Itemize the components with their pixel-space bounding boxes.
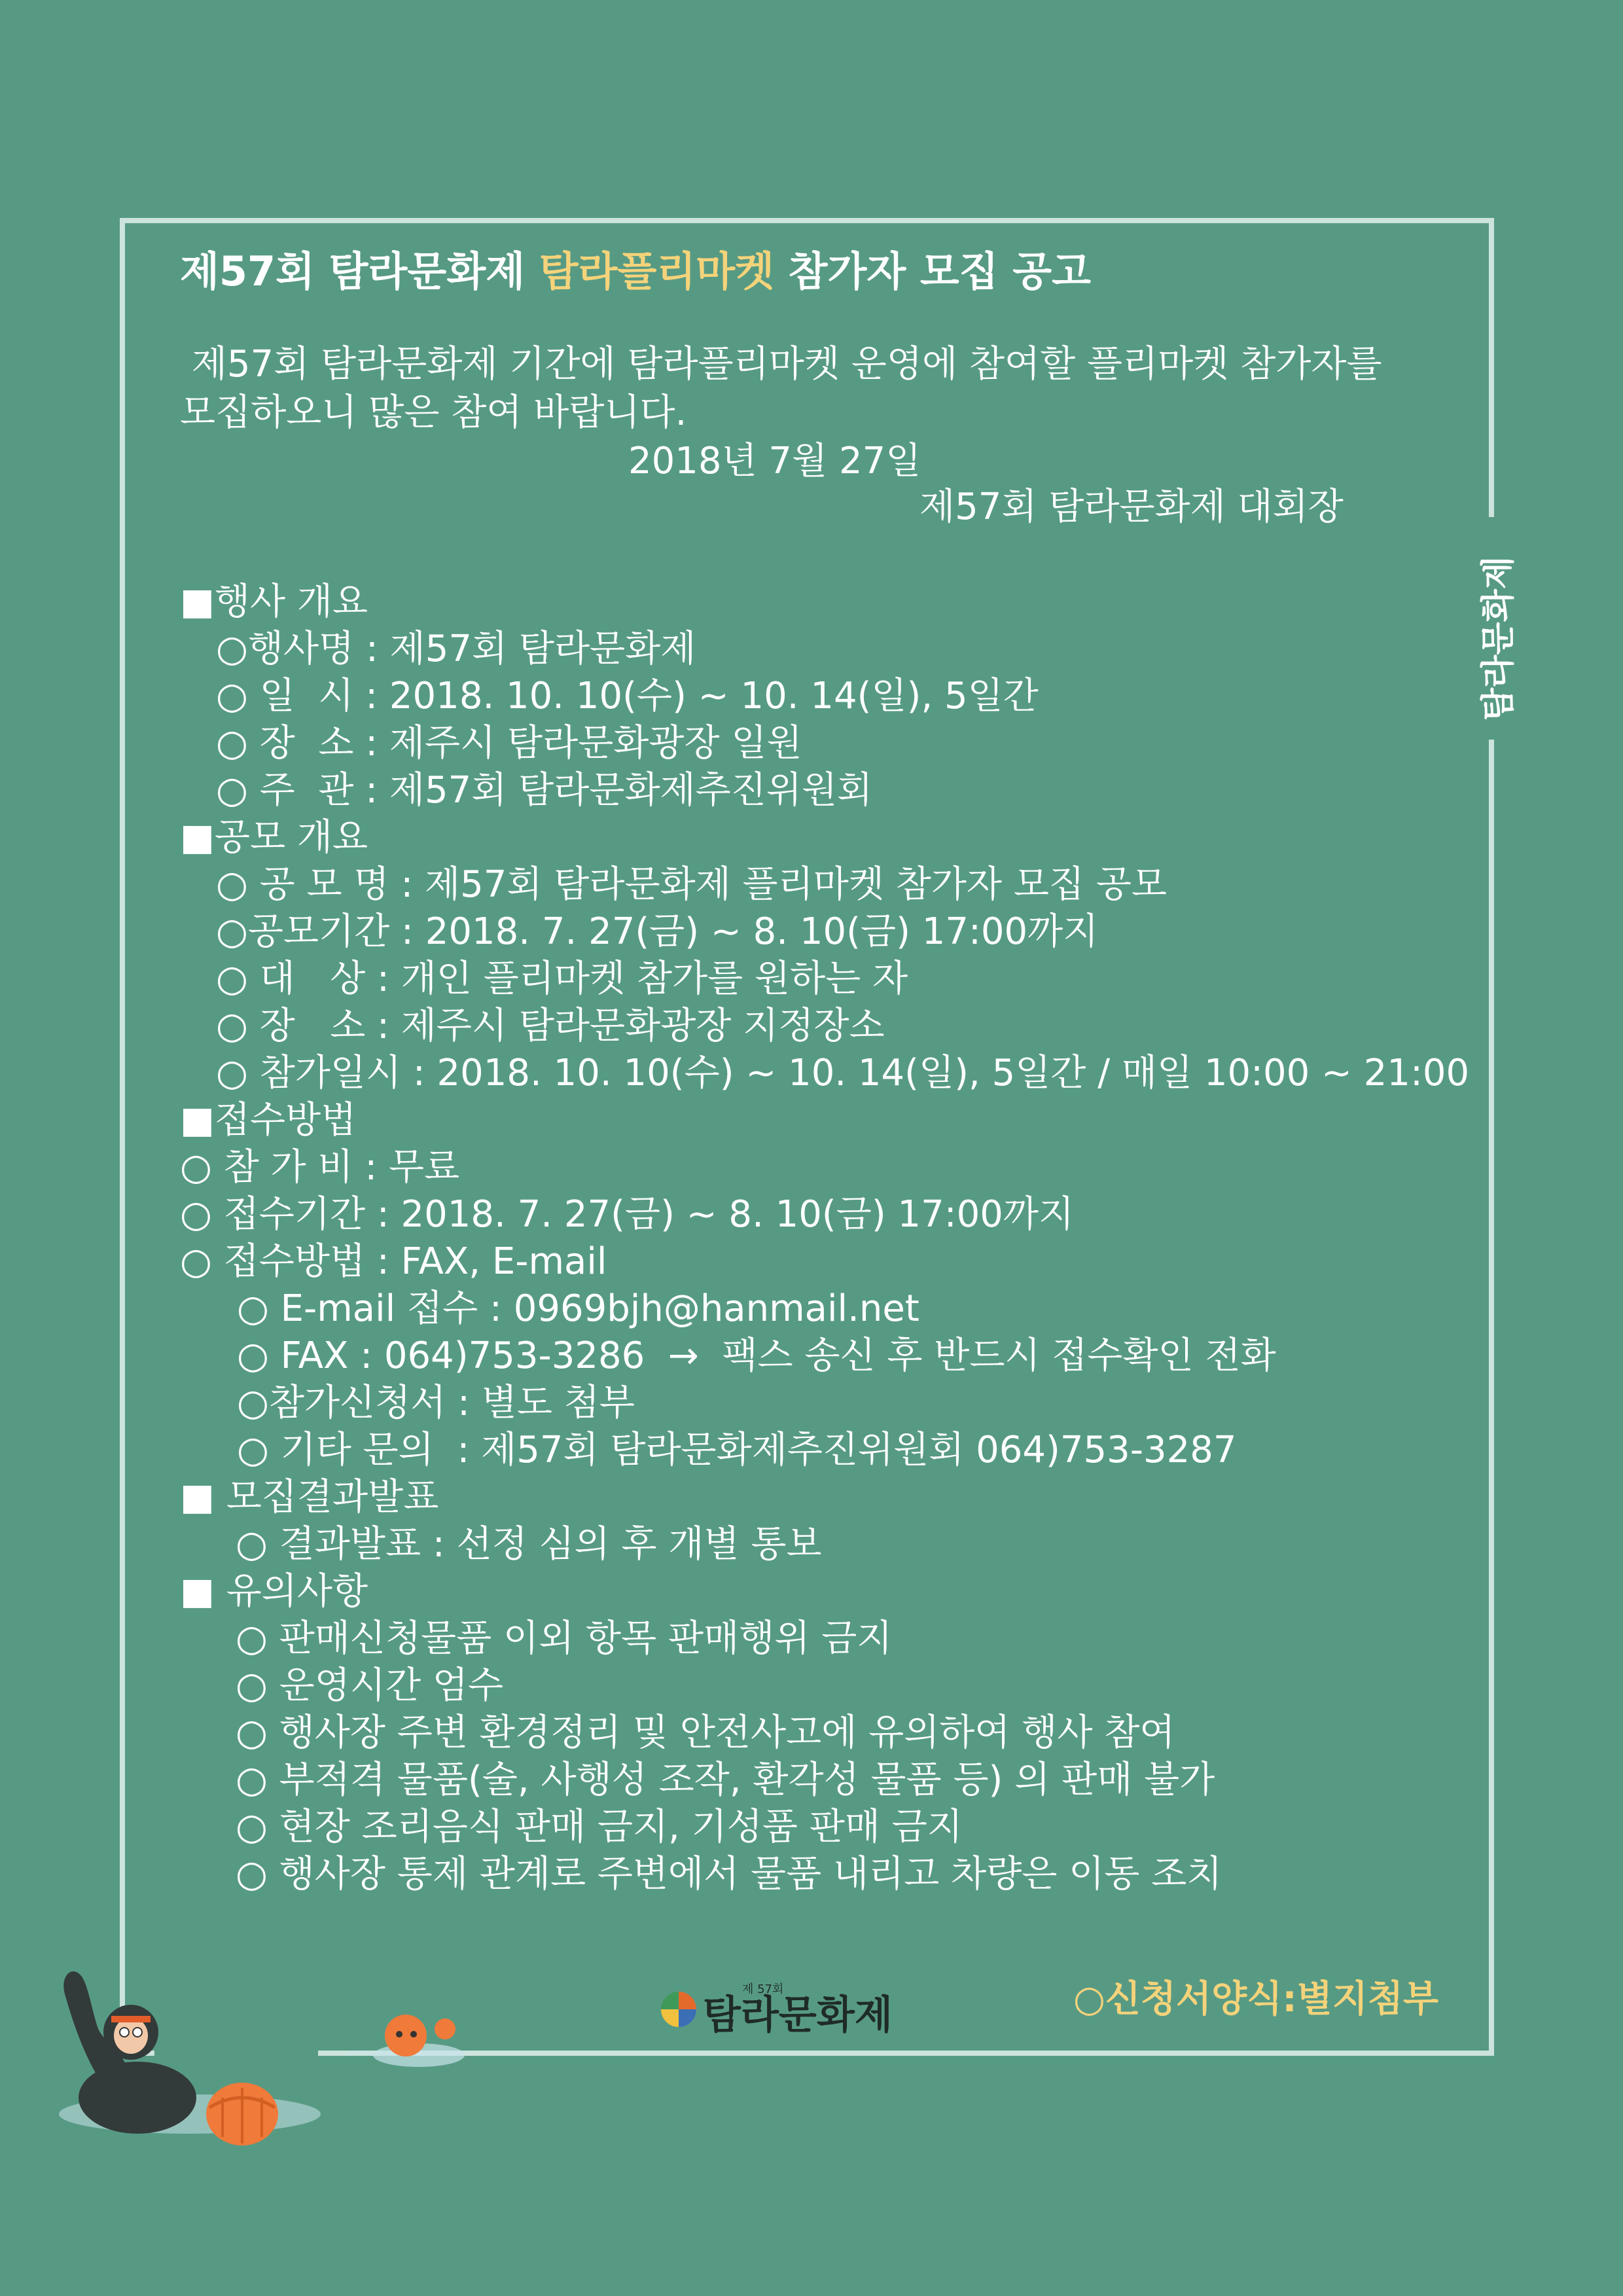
list-item: ○ 운영시간 엄수 [236, 1664, 504, 1707]
list-item: ○ 접수방법 : FAX, E-mail [180, 1240, 607, 1283]
festival-emblem-icon [661, 1992, 696, 2027]
section-heading: ■접수방법 [180, 1099, 357, 1141]
festival-logo [661, 1977, 893, 2042]
list-item: ○ 일 시 : 2018. 10. 10(수) ~ 10. 14(일), 5일간 [216, 675, 1039, 717]
list-item: ○ 대 상 : 개인 플리마켓 참가를 원하는 자 [216, 958, 908, 1000]
title-part1: 제57회 탐라문화제 [180, 247, 539, 295]
list-item: ○ 행사장 주변 환경정리 및 안전사고에 유의하여 행사 참여 [236, 1712, 1175, 1754]
list-item: ○ E-mail 접수 : 0969bjh@hanmail.net [237, 1287, 919, 1330]
list-item: ○ 장 소 : 제주시 탐라문화광장 지정장소 [216, 1005, 885, 1047]
footer-note: ○신청서양식:별지첨부 [1073, 1978, 1439, 2020]
list-item: ○ 주 관 : 제57회 탐라문화제추진위원회 [216, 769, 873, 812]
logo-big-text: 탐라문화제 [703, 1992, 893, 2038]
list-item: ○ 참 가 비 : 무료 [180, 1146, 460, 1189]
list-item: ○ 판매신청물품 이외 항목 판매행위 금지 [236, 1617, 893, 1660]
list-item: ○ FAX : 064)753-3286 → 팩스 송신 후 반드시 접수확인 전화 [237, 1335, 1276, 1377]
logo-small-text: 제 57회 [742, 1982, 784, 1996]
list-item: ○ 접수기간 : 2018. 7. 27(금) ~ 8. 10(금) 17:00까지 [180, 1193, 1075, 1236]
title-part2: 참가자 모집 공고 [774, 247, 1092, 295]
list-item: ○ 공 모 명 : 제57회 탐라문화제 플리마켓 참가자 모집 공모 [216, 863, 1168, 906]
title-highlight: 탐라플리마켓 [539, 247, 775, 295]
list-item: ○ 참가일시 : 2018. 10. 10(수) ~ 10. 14(일), 5일간 / 매일 10:00 ~ 21:00 [216, 1052, 1470, 1094]
side-logo-text: 탐라문화제 [1478, 556, 1519, 721]
section-heading: ■공모 개요 [180, 816, 368, 859]
list-item: ○ 기타 문의 : 제57회 탐라문화제추진위원회 064)753-3287 [237, 1429, 1237, 1471]
announcement-body [180, 579, 1489, 1898]
list-item: ○ 결과발표 : 선정 심의 후 개별 통보 [236, 1523, 822, 1566]
organizer: 제57회 탐라문화제 대회장 [919, 486, 1344, 528]
section-heading: ■ 모집결과발표 [180, 1476, 439, 1518]
list-item: ○ 장 소 : 제주시 탐라문화광장 일원 [216, 722, 802, 764]
list-item: ○참가신청서 : 별도 첨부 [237, 1382, 635, 1424]
intro-text: 제57회 탐라문화제 기간에 탐라플리마켓 운영에 참여할 플리마켓 참가자를 모집하오니 많은 참여 바랍니다. [180, 343, 1382, 434]
announcement-date: 2018년 7월 27일 [628, 440, 921, 482]
list-item: ○ 부적격 물품(술, 사행성 조작, 환각성 물품 등) 의 판매 불가 [236, 1759, 1215, 1801]
list-item: ○ 현장 조리음식 판매 금지, 기성품 판매 금지 [236, 1806, 963, 1848]
list-item: ○공모기간 : 2018. 7. 27(금) ~ 8. 10(금) 17:00까지 [216, 910, 1099, 953]
page-title [180, 242, 1091, 301]
list-item: ○ 행사장 통제 관계로 주변에서 물품 내리고 차량은 이동 조치 [236, 1853, 1222, 1895]
section-heading: ■ 유의사항 [180, 1570, 368, 1613]
haenyeo-illustration-icon [26, 1950, 497, 2186]
list-item: ○행사명 : 제57회 탐라문화제 [216, 628, 696, 670]
section-heading: ■행사 개요 [180, 581, 368, 623]
